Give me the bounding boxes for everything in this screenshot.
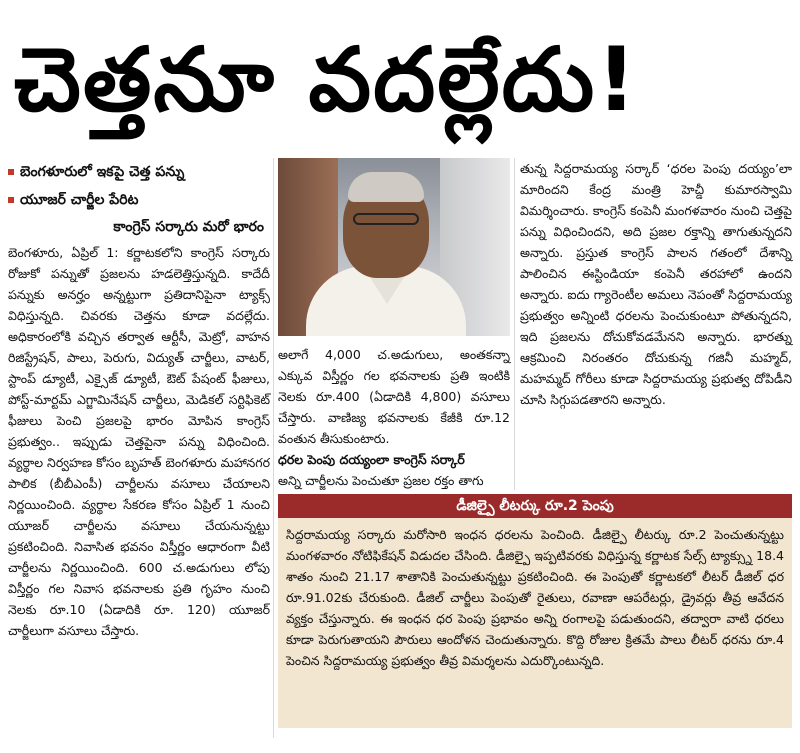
article-middle-column — [278, 344, 510, 491]
box-body-text: సిద్దరామయ్య సర్కారు మరోసారి ఇంధన ధరలను పెంచింది. డీజిల్పై లీటర్కు రూ.2 పెంచుతున్నట్టు మంగళవారం నోటిఫికేషన్ విడుదల చేసింది. డీజిల్పై ఇప్పటివరకు విధిస్తున్న కర్ణాటక సేల్స్ ట్యాక్స్ను 18.4 శాతం నుంచి 21.17 శాతానికి పెంచుతున్నట్టు ప్రకటించింది. ఈ పెంపుతో కర్ణాటకలో లీటర్ డీజిల్ ధర రూ.91.02కు చేరుకుంది. డీజిల్ చార్జీలు పెంపుతో రైతులు, రవాణా ఆపరేటర్లు, డ్రైవర్లు తీవ్ర ఆవేదన వ్యక్తం చేస్తున్నారు. ఈ ఇంధన ధర పెంపు ప్రభావం అన్ని రంగాలపై పడుతుందని, తద్వారా వాటి ధరలు కూడా పెరుగుతాయని పౌరులు ఆందోళన చెందుతున్నారు. కొద్ది రోజుల క్రితమే పాలు లీటర్ ధరను రూ.4 పెంచిన సిద్దరామయ్య ప్రభుత్వం తీవ్ర విమర్శలను ఎదుర్కొంటున్నది. — [286, 527, 784, 668]
photo-hair — [348, 172, 424, 202]
box-title: డీజిల్పై లీటర్కు రూ.2 పెంపు — [278, 494, 792, 518]
sub-headline: కాంగ్రెస్ సర్కారు మరో భారం — [113, 219, 264, 235]
middle-continuation-text: అన్ని చార్జీలను పెంచుతూ ప్రజల రక్తం తాగు — [278, 473, 484, 488]
bullet-item — [8, 186, 270, 214]
article-left-column — [8, 242, 270, 641]
middle-column-text: అలాగే 4,000 చ.అడుగులు, అంతకన్నా ఎక్కువ విస్తీర్ణం గల భవనాలకు ప్రతి ఇంటికి నెలకు రూ.400 (ఏడాదికి 4,800) వసూలు చేస్తారు. వాణిజ్య భవనాలకు కేజీకి రూ.12 వంతున తీసుకుంటారు. — [278, 347, 510, 446]
column-divider — [514, 158, 515, 490]
bullet-marker-icon — [8, 169, 14, 175]
headline: చెత్తనూ వదల్లేదు! — [14, 28, 639, 131]
bullet-text: బెంగళూరులో ఇకపై చెత్త పన్ను — [20, 164, 185, 180]
bullet-list — [8, 158, 270, 240]
politician-photo — [278, 158, 510, 336]
box-body — [278, 518, 792, 728]
photo-glasses — [353, 213, 419, 225]
article-right-column — [520, 158, 792, 410]
column-divider — [273, 158, 274, 738]
right-column-text: తున్న సిద్దరామయ్య సర్కార్ ‘ధరల పెంపు దయ్యం’లా మారిందని కేంద్ర మంత్రి హెచ్డీ కుమారస్వామి విమర్శించారు. కాంగ్రెస్ కంపెనీ మంగళవారం నుంచి చెత్తపై పన్ను విధించిందని, అది ప్రజల రక్తాన్ని తాగుతున్నదని అన్నారు. ప్రస్తుత కాంగ్రెస్ పాలన గతంలో దేశాన్ని పాలించిన ఈస్టిండియా కంపెనీ తరహాలో ఉందని అన్నారు. ఐదు గ్యారెంటీల అమలు నెపంతో సిద్దరామయ్య ప్రభుత్వం అన్నింటి ధరలను పెంచుకుంటూ పోతున్నదని, ఇది ప్రజలను దోచుకోవడమేనని అన్నారు. భారత్ను ఆక్రమించి నిరంతరం దోచుకున్న గజినీ మహ్మద్, మహమ్మద్ గోరీలు కూడా సిద్దరామయ్య ప్రభుత్వ దోపిడీని చూసి సిగ్గుపడతారని అన్నారు. — [520, 161, 792, 407]
bullet-item — [8, 158, 270, 186]
bullet-text: యూజర్ చార్జీల పేరిట — [20, 192, 139, 208]
middle-sub-headline: ధరల పెంపు దయ్యంలా కాంగ్రెస్ సర్కార్ — [278, 452, 465, 467]
bullet-marker-icon — [8, 197, 14, 203]
left-column-text: బెంగళూరు, ఏప్రిల్ 1: కర్ణాటకలోని కాంగ్రెస్ సర్కారు రోజుకో పన్నుతో ప్రజలను హడలెత్తిస్తున్నది. కాదేదీ పన్నుకు అనర్హం అన్నట్టుగా ప్రతిదానిపైనా ట్యాక్స్ విధిస్తున్నది. చివరకు చెత్తను కూడా వదల్లేదు. అధికారంలోకి వచ్చిన తర్వాత ఆర్టీసీ, మెట్రో, వాహన రిజిస్ట్రేషన్, పాలు, పెరుగు, విద్యుత్ చార్జీలు, వాటర్, స్టాంప్ డ్యూటీ, ఎక్సైజ్ డ్యూటీ, ఔట్ పేషంట్ ఫీజులు, పోస్ట్-మార్టమ్ ఎగ్జామినేషన్ చార్జీలు, మెడికల్ సర్టిఫికెట్ ఫీజులు పెంచి ప్రజలపై భారం మోపిన కాంగ్రెస్ ప్రభుత్వం.. ఇప్పుడు చెత్తపైనా పన్ను విధించింది. వ్యర్థాల నిర్వహణ కోసం బృహత్ బెంగళూరు మహానగర పాలిక (బీబీఎంపీ) చార్జీలను వసూలు చేయాలని నిర్ణయించింది. వ్యర్థాల సేకరణ కోసం ఏప్రిల్ 1 నుంచి యూజర్ చార్జీలను వసూలు చేయనున్నట్టు ప్రకటించింది. నివాసిత భవనం విస్తీర్ణం ఆధారంగా వీటి చార్జీలను నిర్ణయించింది. 600 చ.అడుగులు లోపు విస్తీర్ణం గల నివాస భవనాలకు ప్రతి గృహం నుంచి నెలకు రూ.10 (ఏడాదికి రూ. 120) యూజర్ చార్జీలుగా వసూలు చేస్తారు. — [8, 245, 270, 638]
